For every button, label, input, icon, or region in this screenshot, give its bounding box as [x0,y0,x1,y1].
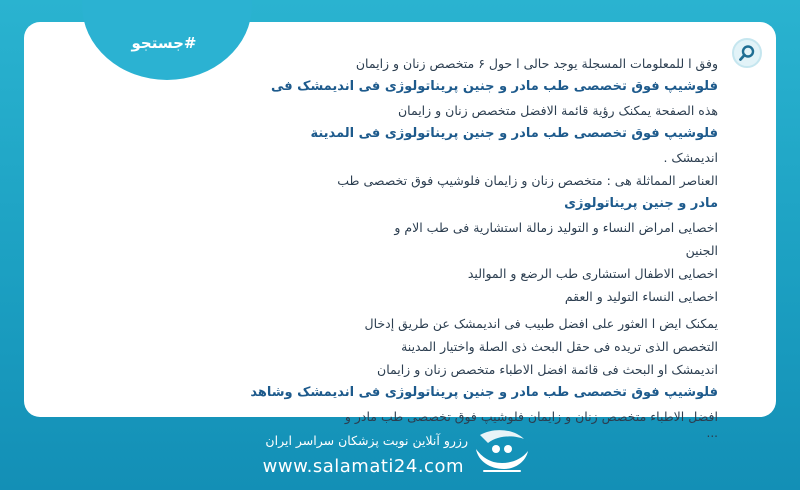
bold-line: مادر و جنین پریناتولوژی [564,196,718,211]
search-icon [738,44,756,62]
text-line: التخصص الذی تریده فی حقل البحث ذی الصلة واختیار المدینة [401,339,718,354]
hashtag-label[interactable]: #جستجو [131,34,197,52]
text-line: یمکنک ایض ا العثور علی افضل طبیب فی اندیمشک عن طریق إدخال [364,316,718,331]
text-line: اندیمشک . [663,150,718,165]
text-line: اخصایی النساء التولید و العقم [564,289,718,304]
salamati-logo-icon[interactable] [470,427,532,477]
text-line: افضل الاطباء متخصص زنان و زایمان فلوشیپ فوق تخصصی طب مادر و [344,409,718,424]
article-text [78,52,718,440]
bold-line: فلوشیپ فوق تخصصی طب مادر و جنین پریناتولوژی فی اندیمشک فی [270,79,718,94]
text-line: وفق ا للمعلومات المسجلة یوجد حالی ا حول ۶ متخصص زنان و زایمان [355,56,718,71]
text-line: العناصر المماثلة هی : متخصص زنان و زایمان فلوشیپ فوق تخصصی طب [337,173,718,188]
bold-line: فلوشیپ فوق تخصصی طب مادر و جنین پریناتولوژی فی اندیمشک وشاهد [250,385,718,400]
content-card [24,22,776,440]
text-line: الجنین [685,243,718,258]
text-line: هذه الصفحة یمکنک رؤیة قائمة الافضل متخصص زنان و زایمان [397,103,718,118]
bold-line: فلوشیپ فوق تخصصی طب مادر و جنین پریناتولوژی فی المدینة [310,126,718,141]
footer-tagline: رزرو آنلاین نوبت پزشکان سراسر ایران [265,433,468,448]
ellipsis: ... [706,426,718,440]
footer-url-link[interactable]: www.salamati24.com [262,456,464,477]
text-line: اندیمشک او البحث فی قائمة افضل الاطباء متخصص زنان و زایمان [377,362,718,377]
text-line: اخصایی امراض النساء و التولید زمالة استشاریة فی طب الام و [394,220,718,235]
text-line: اخصایی الاطفال استشاری طب الرضع و الموالید [467,266,718,281]
search-button[interactable] [732,38,762,68]
